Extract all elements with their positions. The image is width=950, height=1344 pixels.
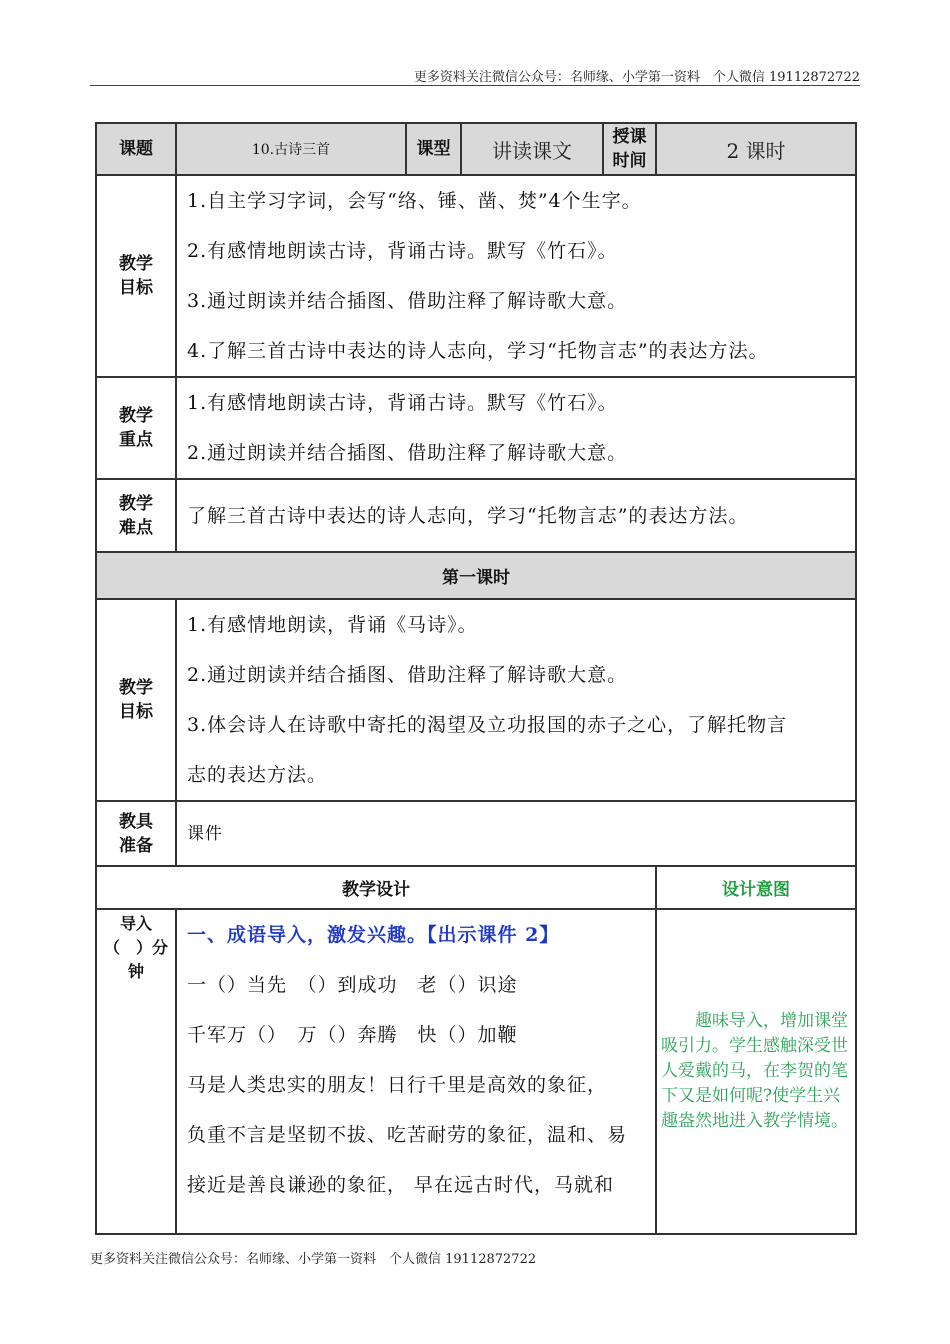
goal-item: 3.通过朗读并结合插图、借助注释了解诗歌大意。 bbox=[187, 290, 628, 312]
focus-content bbox=[176, 377, 856, 479]
difficulty-text: 了解三首古诗中表达的诗人志向，学习“托物言志”的表达方法。 bbox=[187, 504, 749, 527]
lesson1-title-row bbox=[96, 552, 856, 599]
header-rule bbox=[90, 85, 860, 86]
focus-item: 2.通过朗读并结合插图、借助注释了解诗歌大意。 bbox=[187, 442, 628, 464]
lesson1-goals-content bbox=[176, 599, 856, 801]
design-content bbox=[176, 909, 656, 1234]
goals-content bbox=[176, 175, 856, 377]
tools-text: 课件 bbox=[187, 823, 223, 844]
focus-label: 教学 重点 bbox=[96, 377, 176, 479]
design-heading: 教学设计 bbox=[96, 866, 656, 909]
lesson1-title: 第一课时 bbox=[96, 552, 856, 599]
design-body-row bbox=[96, 909, 856, 1234]
lesson1-goals-label: 教学 目标 bbox=[96, 599, 176, 801]
intro-label: 导入 （ ）分 钟 bbox=[96, 909, 176, 1234]
goals-label: 教学 目标 bbox=[96, 175, 176, 377]
design-line: 一（）当先 （）到成功 老（）识途 bbox=[187, 974, 518, 996]
tools-row bbox=[96, 801, 856, 866]
info-row bbox=[96, 123, 856, 175]
period-value: 2 课时 bbox=[656, 123, 856, 175]
lesson-plan-table bbox=[95, 122, 857, 1235]
topic-value: 10.古诗三首 bbox=[176, 123, 406, 175]
lesson1-goals-row bbox=[96, 599, 856, 801]
intent-heading: 设计意图 bbox=[656, 866, 856, 909]
tools-label: 教具 准备 bbox=[96, 801, 176, 866]
lesson1-goal-item: 3.体会诗人在诗歌中寄托的渴望及立功报国的赤子之心，了解托物言 bbox=[187, 714, 788, 736]
lesson1-goal-item: 1.有感情地朗读，背诵《马诗》。 bbox=[187, 614, 478, 636]
design-line: 负重不言是坚韧不拔、吃苦耐劳的象征，温和、易 bbox=[187, 1124, 628, 1146]
topic-label: 课题 bbox=[96, 123, 176, 175]
design-line: 接近是善良谦逊的象征， 早在远古时代，马就和 bbox=[187, 1174, 615, 1196]
lesson1-goal-item: 志的表达方法。 bbox=[187, 764, 328, 786]
focus-row bbox=[96, 377, 856, 479]
design-header-row bbox=[96, 866, 856, 909]
step-title: 一、成语导入，激发兴趣。【出示课件 2】 bbox=[187, 924, 560, 946]
goal-item: 1.自主学习字词，会写“络、锤、凿、焚”4个生字。 bbox=[187, 190, 642, 212]
focus-item: 1.有感情地朗读古诗，背诵古诗。默写《竹石》。 bbox=[187, 392, 618, 414]
type-value: 讲读课文 bbox=[461, 123, 603, 175]
goal-item: 2.有感情地朗读古诗，背诵古诗。默写《竹石》。 bbox=[187, 240, 618, 262]
period-label: 授课 时间 bbox=[603, 123, 656, 175]
goal-item: 4.了解三首古诗中表达的诗人志向，学习“托物言志”的表达方法。 bbox=[187, 340, 769, 362]
difficulty-row bbox=[96, 479, 856, 552]
intent-text: 趣味导入，增加课堂吸引力。学生感触深受世人爱戴的马，在李贺的笔下又是如何呢?使学生兴趣盎然地进入教学情境。 bbox=[656, 909, 856, 1234]
goals-row bbox=[96, 175, 856, 377]
difficulty-label: 教学 难点 bbox=[96, 479, 176, 552]
type-label: 课型 bbox=[406, 123, 461, 175]
tools-content bbox=[176, 801, 856, 866]
lesson1-goal-item: 2.通过朗读并结合插图、借助注释了解诗歌大意。 bbox=[187, 664, 628, 686]
page-header: 更多资料关注微信公众号：名师缘、小学第一资料 个人微信 19112872722 bbox=[413, 70, 860, 85]
design-line: 马是人类忠实的朋友！日行千里是高效的象征， bbox=[187, 1074, 608, 1096]
design-line: 千军万（） 万（）奔腾 快（）加鞭 bbox=[187, 1024, 518, 1046]
difficulty-content bbox=[176, 479, 856, 552]
page-footer: 更多资料关注微信公众号：名师缘、小学第一资料 个人微信 19112872722 bbox=[90, 1252, 537, 1267]
